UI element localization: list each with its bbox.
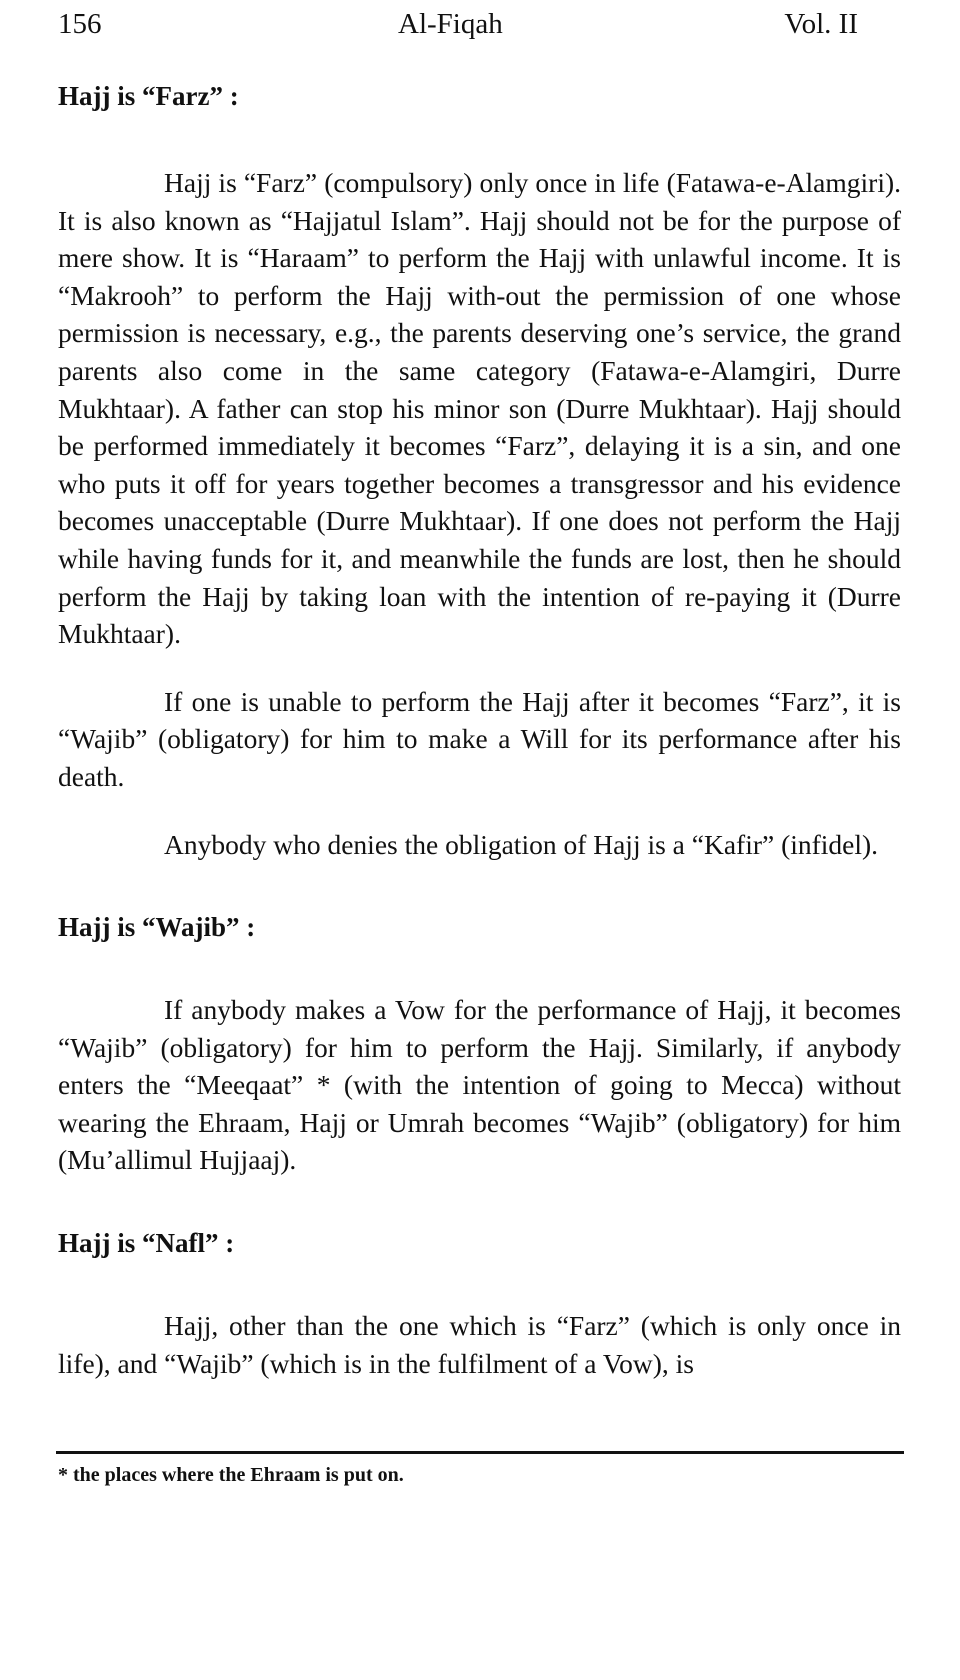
section-heading-farz: Hajj is “Farz” : <box>58 81 239 111</box>
main-text <box>58 72 901 1382</box>
section-heading-wajib: Hajj is “Wajib” : <box>58 912 256 943</box>
paragraph: Hajj, other than the one which is “Farz” (which is only once in life), and “Wajib” (which is in the fulfilment of a Vow), is <box>58 1310 901 1379</box>
paragraph: Hajj is “Farz” (compulsory) only once in life (Fatawa-e-Alamgiri). It is also known as “Hajjatul Islam”. Hajj should not be for the purpose of mere show. It is “Haraam” to perform the Hajj with unlawful income. It is “Makrooh” to perform the Hajj with-out the permission of one whose permission is necessary, e.g., the parents deserving one’s service, the grand parents also come in the same category (Fatawa-e-Alamgiri, Durre Mukhtaar). A father can stop his minor son (Durre Mukhtaar). Hajj should be performed immediately it becomes “Farz”, delaying it is a sin, and one who puts it off for years together becomes a transgressor and his evidence becomes unacceptable (Durre Mukhtaar). If one does not perform the Hajj while having funds for it, and meanwhile the funds are lost, then he should perform the Hajj by taking loan with the intention of re-paying it (Durre Mukhtaar). <box>58 167 901 650</box>
footnote: * the places where the Ehraam is put on. <box>58 1464 404 1486</box>
footnote-divider <box>56 1451 904 1454</box>
volume-label: Vol. II <box>784 8 858 40</box>
paragraph: Anybody who denies the obligation of Hajj is a “Kafir” (infidel). <box>164 828 879 860</box>
paragraph: If anybody makes a Vow for the performance of Hajj, it becomes “Wajib” (obligatory) for him to perform the Hajj. Similarly, if anybody enters the “Meeqaat” * (with the intention of going to Mecca) without wearing the Ehraam, Hajj or Umrah becomes “Wajib” (obligatory) for him (Mu’allimul Hujjaaj). <box>58 994 901 1176</box>
section-heading-nafl: Hajj is “Nafl” : <box>58 1228 235 1259</box>
book-title: Al-Fiqah <box>398 8 503 40</box>
running-header <box>58 4 858 44</box>
paragraph: If one is unable to perform the Hajj after it becomes “Farz”, it is “Wajib” (obligatory) for him to make a Will for its performance after his death. <box>58 685 901 792</box>
page-number: 156 <box>58 8 102 40</box>
